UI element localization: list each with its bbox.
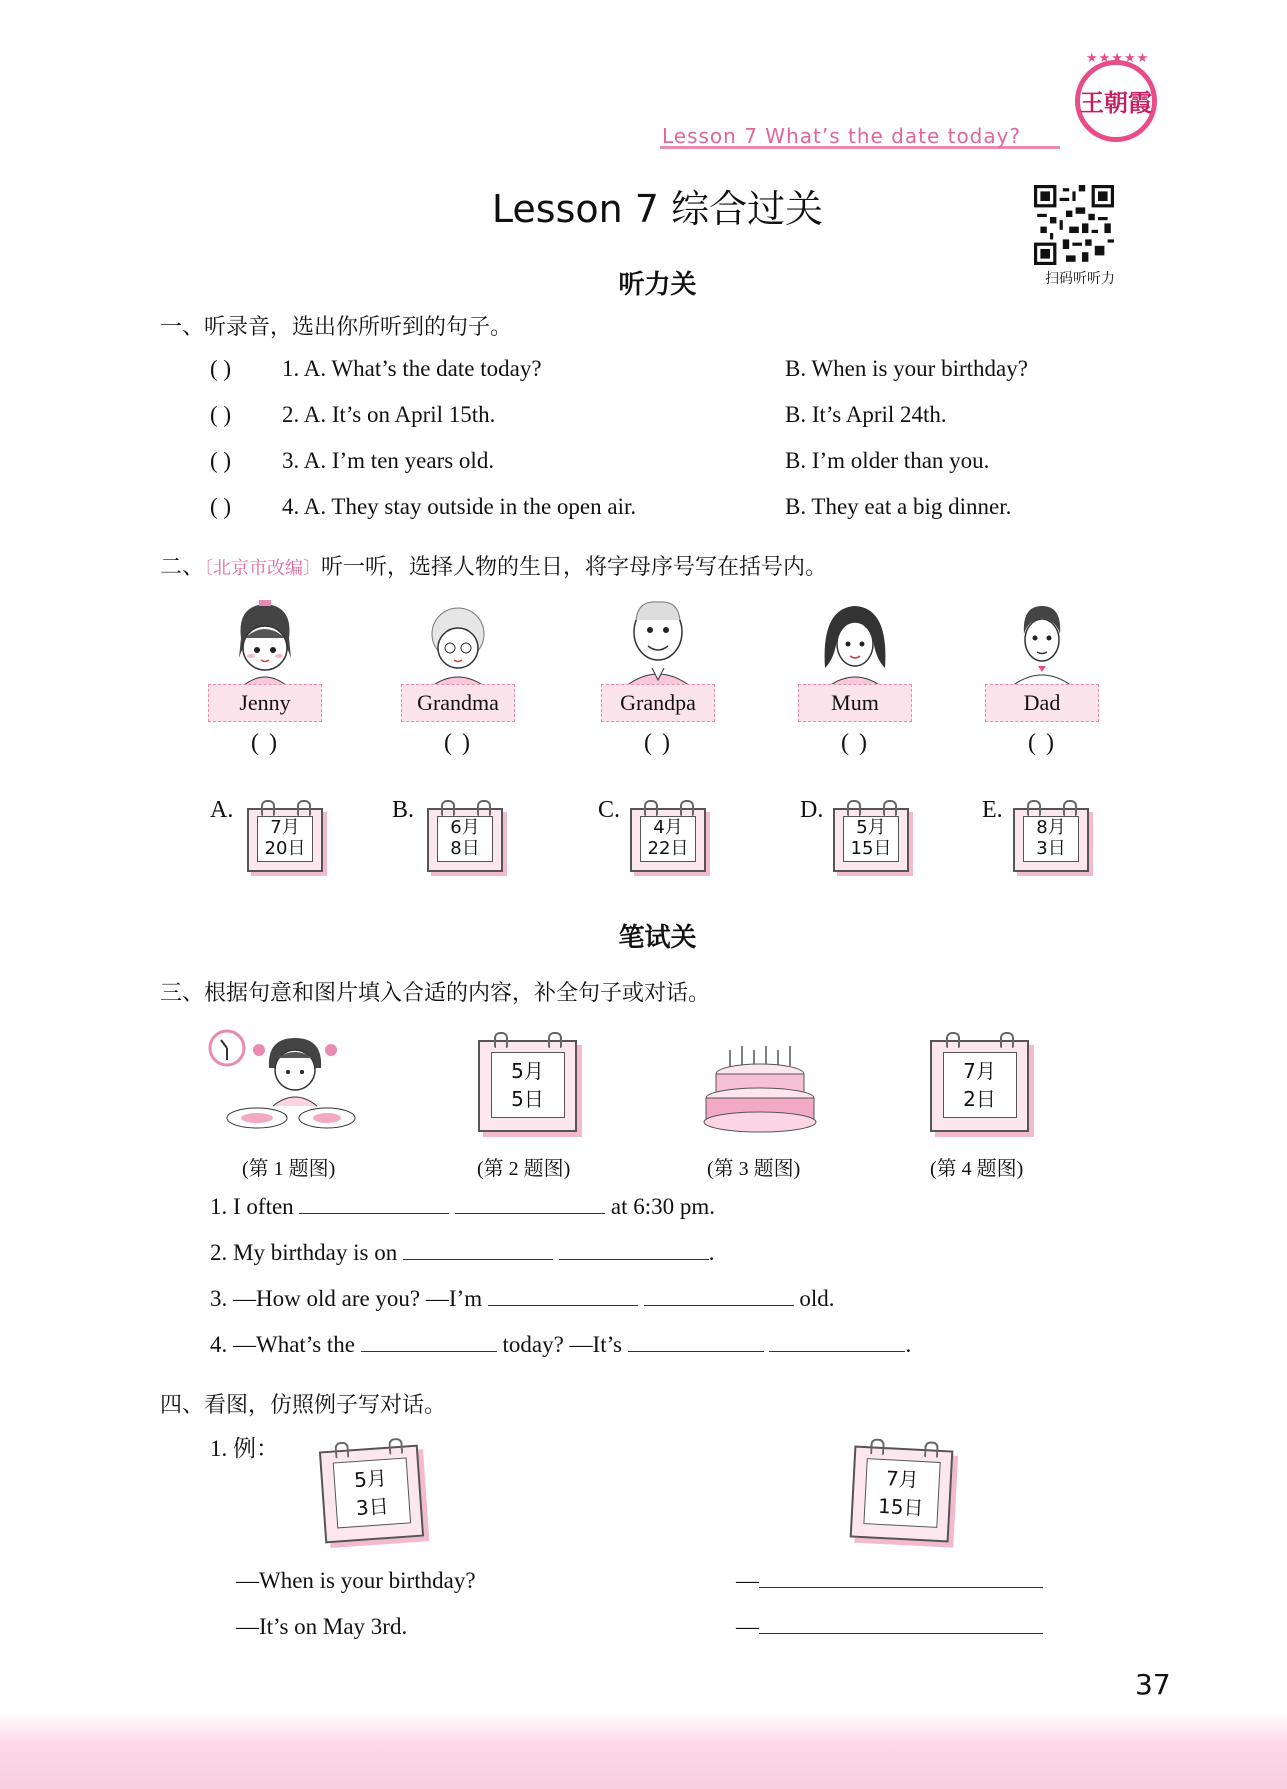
calendar-month: 8月: [1036, 817, 1066, 838]
calendar-month: 7月: [963, 1059, 996, 1083]
calendar-ring: [494, 1032, 508, 1048]
calendar-date: [332, 1458, 410, 1529]
calendar-month: 5月: [856, 817, 886, 838]
calendar-ring: [847, 800, 861, 816]
calendar-day: 3日: [355, 1493, 390, 1521]
option-a: 1. A. What’s the date today?: [282, 356, 542, 381]
question-3-option-b: B. I’m older than you.: [785, 448, 990, 473]
part2-instruction: 听一听，选择人物的生日，将字母序号写在括号内。: [321, 555, 828, 580]
sentence-2: [210, 1240, 714, 1266]
calendar-icon: [319, 1445, 424, 1544]
picture-caption: (第 2 题图): [477, 1158, 571, 1180]
source-tag: 〔北京市改编〕: [204, 558, 322, 579]
logo-text: 王朝霞: [1080, 91, 1152, 117]
option-letter: E.: [982, 797, 1003, 823]
grandma-face-icon: [418, 598, 498, 686]
option-letter: D.: [800, 797, 824, 823]
calendar-icon: [630, 808, 706, 872]
calendar-day: 22日: [647, 838, 689, 859]
name-tag: Mum: [798, 684, 912, 722]
calendar-ring: [680, 800, 694, 816]
part2-heading: [160, 550, 827, 581]
sentence-text: at 6:30 pm.: [610, 1194, 716, 1219]
calendar-ring: [644, 800, 658, 816]
section-title-writing: 笔试关: [618, 923, 697, 953]
calendar-ring: [334, 1441, 349, 1458]
name-tag: Grandma: [401, 684, 515, 722]
picture-caption: (第 1 题图): [242, 1158, 336, 1180]
sentence-text: today? —It’s: [502, 1332, 622, 1357]
calendar-date: [943, 1052, 1017, 1118]
question-4: [210, 494, 636, 520]
option-a: 3. A. I’m ten years old.: [282, 448, 495, 473]
answer-paren[interactable]: ( ): [841, 730, 869, 756]
calendar-day: 15日: [850, 838, 892, 859]
picture-caption: (第 4 题图): [930, 1158, 1024, 1180]
answer-paren[interactable]: ( ): [210, 402, 232, 427]
sentence-text: 3. —How old are you? —I’m: [210, 1286, 483, 1311]
calendar-ring: [870, 1438, 885, 1455]
girl-face-icon: [225, 598, 305, 686]
question-1-option-b: B. When is your birthday?: [785, 356, 1028, 381]
calendar-ring: [477, 800, 491, 816]
example-question: —When is your birthday?: [236, 1568, 476, 1593]
calendar-ring: [924, 1441, 939, 1458]
calendar-ring: [388, 1438, 403, 1455]
sentence-4: [210, 1332, 911, 1358]
answer-blank[interactable]: [769, 1350, 905, 1352]
sentence-text: .: [905, 1332, 912, 1357]
calendar-date: [863, 1458, 940, 1528]
option-letter: B.: [392, 797, 415, 823]
calendar-day: 3日: [1036, 838, 1066, 859]
page-title: Lesson 7 综合过关: [491, 187, 824, 231]
calendar-day: 15日: [877, 1493, 925, 1521]
calendar-day: 5日: [511, 1087, 544, 1111]
calendar-month: 5月: [353, 1465, 388, 1493]
answer-line-2: [736, 1614, 1043, 1640]
question-2-option-b: B. It’s April 24th.: [785, 402, 947, 427]
option-letter: A.: [210, 797, 234, 823]
answer-paren[interactable]: ( ): [1028, 730, 1056, 756]
answer-paren[interactable]: ( ): [251, 730, 279, 756]
question-1: [210, 356, 542, 382]
calendar-ring: [1000, 1032, 1014, 1048]
calendar-date: [437, 816, 493, 862]
grandpa-face-icon: [618, 590, 698, 686]
option-a: 2. A. It’s on April 15th.: [282, 402, 496, 427]
calendar-day: 8日: [450, 838, 480, 859]
person-jenny: [200, 598, 330, 757]
calendar-date: [640, 816, 696, 862]
calendar-icon: [427, 808, 503, 872]
qr-caption: 扫码听听力: [1045, 271, 1115, 287]
part3-heading: 三、根据句意和图片填入合适的内容，补全句子或对话。: [160, 981, 711, 1006]
sentence-text: old.: [799, 1286, 835, 1311]
calendar-ring: [1027, 800, 1041, 816]
example-answer: —It’s on May 3rd.: [236, 1614, 408, 1639]
footer-band: [0, 1712, 1287, 1789]
answer-blank[interactable]: [759, 1632, 1043, 1634]
girl-eating-dinner-icon: [207, 1028, 357, 1138]
calendar-ring: [261, 800, 275, 816]
birthday-cake-icon: [700, 1036, 820, 1136]
answer-blank[interactable]: [628, 1350, 764, 1352]
answer-line-1: [736, 1568, 1043, 1594]
section-title-listening: 听力关: [618, 270, 697, 300]
calendar-icon: [478, 1040, 577, 1132]
sentence-1: [210, 1194, 715, 1220]
part2-number: 二、: [160, 555, 205, 580]
qr-code-icon[interactable]: [1034, 185, 1114, 265]
person-grandma: [393, 598, 523, 757]
name-tag: Dad: [985, 684, 1099, 722]
picture-caption: (第 3 题图): [707, 1158, 801, 1180]
person-dad: [977, 598, 1107, 757]
calendar-month: 5月: [511, 1059, 544, 1083]
calendar-icon: [930, 1040, 1029, 1132]
calendar-ring: [1063, 800, 1077, 816]
calendar-month: 7月: [885, 1466, 920, 1492]
calendar-day: 2日: [963, 1087, 996, 1111]
brand-logo: [1075, 51, 1157, 142]
calendar-date: [257, 816, 313, 862]
calendar-month: 6月: [450, 817, 480, 838]
logo-stars: ★★★★★: [1086, 51, 1150, 66]
part4-heading: 四、看图，仿照例子写对话。: [160, 1393, 447, 1418]
calendar-month: 4月: [653, 817, 683, 838]
name-tag: Jenny: [208, 684, 322, 722]
name-tag: Grandpa: [601, 684, 715, 722]
answer-paren[interactable]: ( ): [644, 730, 672, 756]
calendar-ring: [441, 800, 455, 816]
dash: —: [736, 1568, 759, 1593]
sentence-text: 1. I often: [210, 1194, 294, 1219]
question-4-option-b: B. They eat a big dinner.: [785, 494, 1012, 519]
calendar-date: [843, 816, 899, 862]
answer-blank[interactable]: [403, 1258, 553, 1260]
calendar-ring: [946, 1032, 960, 1048]
question-2: [210, 402, 495, 428]
calendar-date: [1023, 816, 1079, 862]
answer-blank[interactable]: [455, 1212, 605, 1214]
person-grandpa: [593, 590, 723, 757]
answer-paren[interactable]: ( ): [210, 494, 232, 519]
answer-paren[interactable]: ( ): [210, 356, 232, 381]
answer-blank[interactable]: [299, 1212, 449, 1214]
answer-blank[interactable]: [488, 1304, 638, 1306]
answer-paren[interactable]: ( ): [444, 730, 472, 756]
part1-heading: 一、听录音，选出你所听到的句子。: [160, 315, 513, 340]
sentence-text: .: [708, 1240, 715, 1265]
calendar-ring: [883, 800, 897, 816]
dad-face-icon: [1002, 598, 1082, 686]
calendar-ring: [548, 1032, 562, 1048]
sentence-3: [210, 1286, 835, 1312]
calendar-icon: [247, 808, 323, 872]
mum-face-icon: [815, 598, 895, 686]
example-label: 1. 例：: [210, 1436, 279, 1461]
sentence-text: 2. My birthday is on: [210, 1240, 398, 1265]
sentence-text: 4. —What’s the: [210, 1332, 355, 1357]
dash: —: [736, 1614, 759, 1639]
running-header: Lesson 7 What’s the date today?: [662, 124, 1022, 148]
calendar-icon: [850, 1445, 954, 1542]
calendar-ring: [297, 800, 311, 816]
option-a: 4. A. They stay outside in the open air.: [282, 494, 637, 519]
answer-paren[interactable]: ( ): [210, 448, 232, 473]
calendar-icon: [1013, 808, 1089, 872]
answer-blank[interactable]: [559, 1258, 709, 1260]
answer-blank[interactable]: [759, 1586, 1043, 1588]
calendar-month: 7月: [270, 817, 300, 838]
answer-blank[interactable]: [644, 1304, 794, 1306]
option-letter: C.: [598, 797, 621, 823]
person-mum: [790, 598, 920, 757]
page-number: 37: [1135, 1668, 1171, 1701]
question-3: [210, 448, 494, 474]
answer-blank[interactable]: [361, 1350, 497, 1352]
calendar-icon: [833, 808, 909, 872]
calendar-day: 20日: [264, 838, 306, 859]
calendar-date: [491, 1052, 565, 1118]
